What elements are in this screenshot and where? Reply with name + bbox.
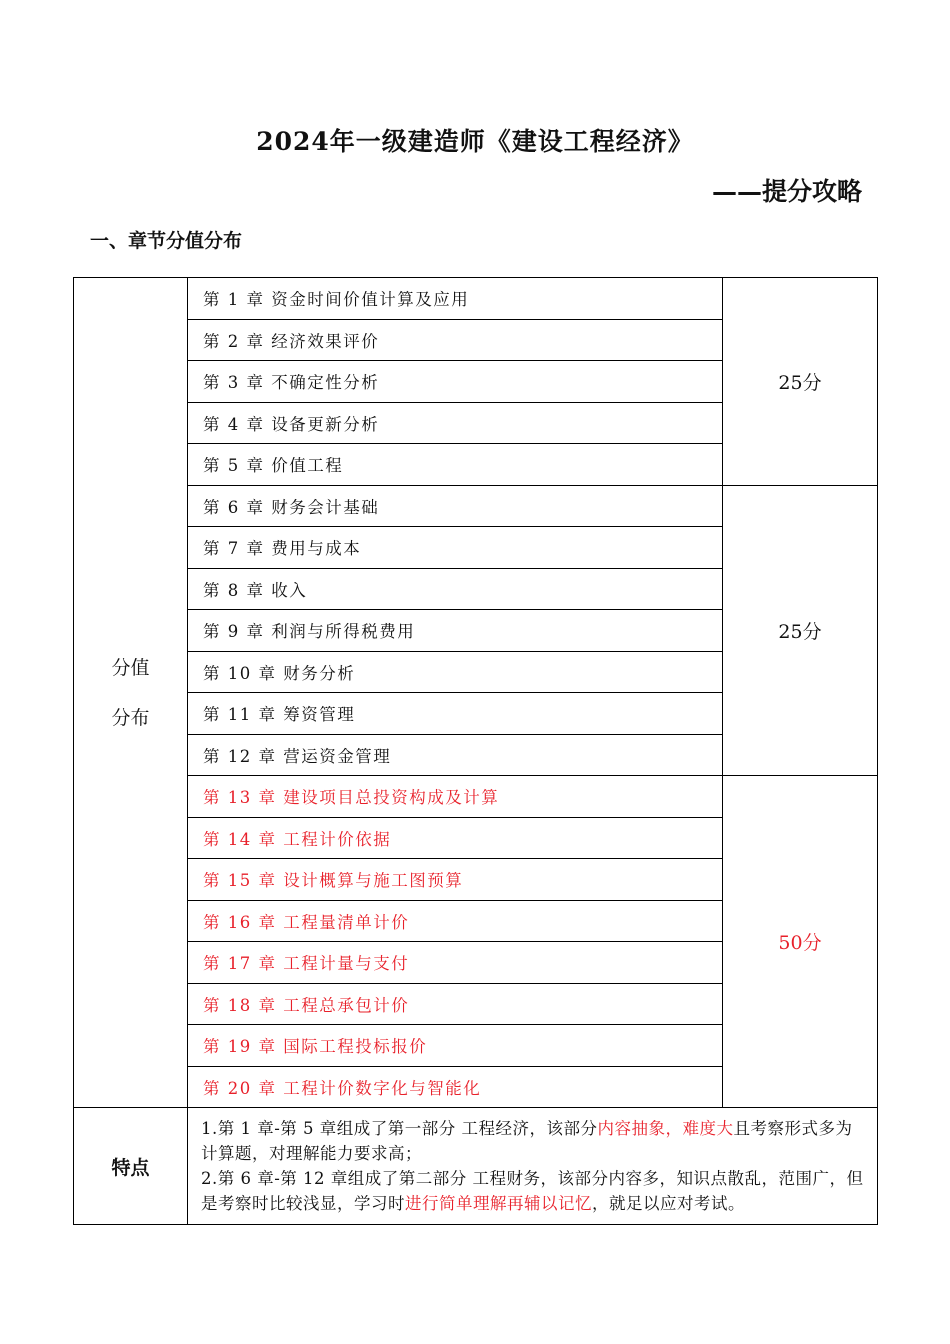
score-cell: 50分 (723, 776, 878, 1108)
category-label-line2: 分布 (111, 706, 150, 729)
chapter-cell: 第 3 章 不确定性分析 (188, 361, 723, 403)
feature-item-1-before: 1.第 1 章-第 5 章组成了第一部分 工程经济，该部分 (201, 1119, 598, 1138)
chapter-cell: 第 7 章 费用与成本 (188, 527, 723, 569)
chapter-cell: 第 12 章 营运资金管理 (188, 734, 723, 776)
feature-item-2-before: 2.第 6 章-第 12 章组成了第二部分 工程财务，该部分内容多，知识点散乱，范围广，但是考察时比较浅显，学习时 (201, 1169, 864, 1213)
chapter-cell: 第 13 章 建设项目总投资构成及计算 (188, 776, 723, 818)
chapter-cell: 第 14 章 工程计价依据 (188, 817, 723, 859)
features-text (188, 1108, 878, 1225)
chapter-cell: 第 20 章 工程计价数字化与智能化 (188, 1066, 723, 1108)
chapter-cell: 第 8 章 收入 (188, 568, 723, 610)
chapter-cell: 第 2 章 经济效果评价 (188, 319, 723, 361)
category-label-line1: 分值 (111, 656, 150, 679)
chapter-cell: 第 11 章 筹资管理 (188, 693, 723, 735)
table-row (74, 278, 878, 320)
features-label: 特点 (74, 1108, 188, 1225)
score-cell: 25分 (723, 278, 878, 486)
chapter-cell: 第 5 章 价值工程 (188, 444, 723, 486)
document-title: 2024年一级建造师《建设工程经济》 (256, 127, 694, 156)
feature-item-1-red: 内容抽象，难度大 (597, 1119, 734, 1138)
chapter-cell: 第 19 章 国际工程投标报价 (188, 1025, 723, 1067)
score-distribution-table (73, 277, 878, 1225)
table-body (74, 278, 878, 1225)
table-row (74, 485, 878, 527)
score-cell: 25分 (723, 485, 878, 776)
table-row (74, 776, 878, 818)
chapter-cell: 第 17 章 工程计量与支付 (188, 942, 723, 984)
feature-item-1 (201, 1116, 869, 1166)
feature-item-2-red: 进行简单理解再辅以记忆 (405, 1194, 592, 1213)
category-label-cell (74, 278, 188, 1108)
features-row (74, 1108, 878, 1225)
document-subtitle: ——提分攻略 (711, 177, 862, 206)
chapter-cell: 第 16 章 工程量清单计价 (188, 900, 723, 942)
chapter-cell: 第 1 章 资金时间价值计算及应用 (188, 278, 723, 320)
feature-item-2 (201, 1166, 869, 1216)
chapter-cell: 第 15 章 设计概算与施工图预算 (188, 859, 723, 901)
chapter-cell: 第 9 章 利润与所得税费用 (188, 610, 723, 652)
chapter-cell: 第 4 章 设备更新分析 (188, 402, 723, 444)
section-heading: 一、章节分值分布 (90, 230, 243, 252)
chapter-cell: 第 6 章 财务会计基础 (188, 485, 723, 527)
feature-item-1-after: 且考察形式多为计算题，对理解能力要求高； (201, 1119, 853, 1163)
chapter-cell: 第 10 章 财务分析 (188, 651, 723, 693)
chapter-cell: 第 18 章 工程总承包计价 (188, 983, 723, 1025)
feature-item-2-after: ，就足以应对考试。 (592, 1194, 745, 1213)
